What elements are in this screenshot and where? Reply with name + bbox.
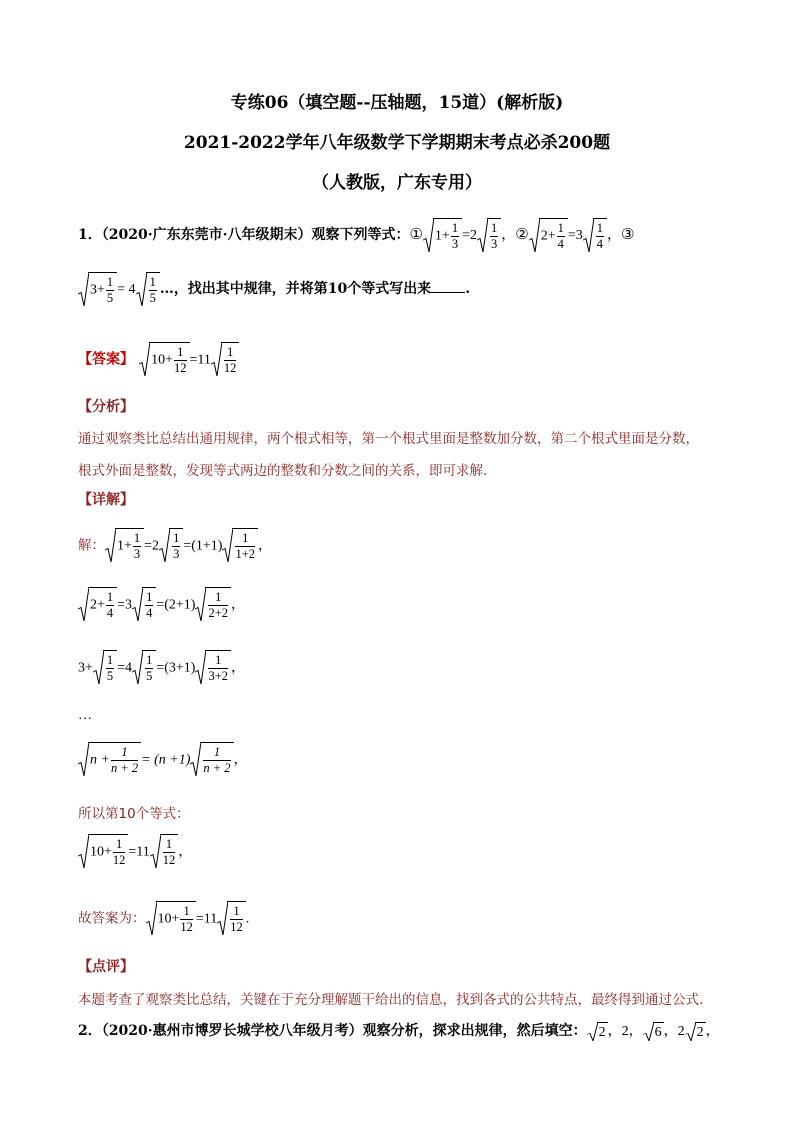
detail-row-5 xyxy=(78,834,192,868)
q1-number: 1． xyxy=(78,227,102,243)
r1-eq: =2 xyxy=(144,538,160,554)
title-line-1: 专练06（填空题--压轴题，15道）(解析版) xyxy=(230,93,564,113)
q2-v1: 2 xyxy=(597,1022,608,1041)
r2-d: 4 xyxy=(106,606,114,620)
q1-eq2-rden: 4 xyxy=(596,237,603,251)
r1-end: ， xyxy=(258,538,272,554)
comment-tag: 【点评】 xyxy=(78,959,134,975)
q1-eq2-num: 1 xyxy=(557,221,564,235)
r1-rn: 1 xyxy=(173,531,180,545)
r3-rn: 1 xyxy=(146,653,153,667)
r6-sqrt-b xyxy=(217,901,246,935)
r1-n: 1 xyxy=(133,531,141,545)
detail-row-6 xyxy=(78,901,249,935)
r2-rd: 4 xyxy=(146,606,153,620)
q2-sqrt-1 xyxy=(587,1022,608,1041)
r6-rd: 12 xyxy=(230,920,243,934)
q1-eq2-rhs-sqrt xyxy=(583,218,607,252)
r1-d: 3 xyxy=(133,547,141,561)
r2-fd: 2+2 xyxy=(208,606,228,620)
detail-so: 所以第10个等式： xyxy=(78,806,190,822)
q1-eq3-eq: = 4 xyxy=(117,282,136,297)
r2-end: ， xyxy=(231,597,245,613)
r3-mid: =(3+1) xyxy=(156,660,196,676)
q1-eq1-rnum: 1 xyxy=(490,221,498,235)
q2-source: （2020·惠州市博罗长城学校八年级月考） xyxy=(101,1023,363,1039)
r1-rd: 3 xyxy=(173,547,180,561)
answer-num: 1 xyxy=(174,345,187,361)
r5-end: ， xyxy=(178,844,193,860)
r4-mid: = (n +1) xyxy=(141,752,191,768)
circle-1-icon: ① xyxy=(409,225,423,243)
r6-d: 12 xyxy=(180,920,193,934)
r5-n: 1 xyxy=(113,837,126,853)
q1-eq3-int: 3+ xyxy=(90,282,105,298)
r6-rn: 1 xyxy=(230,904,243,920)
r1-a: 1+ xyxy=(117,538,132,554)
r3-end: ， xyxy=(231,660,245,676)
q1-eq3-lhs-sqrt xyxy=(78,272,117,306)
q1-eq3-rden: 5 xyxy=(149,291,156,305)
q2-sep-1: ， xyxy=(607,1023,622,1039)
q2-v2: 2 xyxy=(621,1024,629,1039)
q1-eq1-rhs-sqrt xyxy=(477,218,501,252)
detail-jie: 解： xyxy=(78,537,105,554)
r3-n: 1 xyxy=(106,653,114,667)
r5-d: 12 xyxy=(112,853,126,867)
r4-a: n + xyxy=(90,752,110,768)
comment-text: 本题考查了观察类比总结，关键在于充分理解题干给出的信息，找到各式的公共特点，最终得到通过公式. xyxy=(78,992,704,1008)
r3-eq: =4 xyxy=(117,660,133,676)
q1-tail: …，找出其中规律，并将第10个等式写出来 xyxy=(159,281,432,297)
answer-rden: 12 xyxy=(223,361,237,375)
r4-n: 1 xyxy=(111,745,138,761)
r2-sqrt-a xyxy=(78,587,117,621)
answer-rnum: 1 xyxy=(224,345,237,361)
r1-mid: =(1+1) xyxy=(183,538,223,554)
r4-end: ， xyxy=(233,752,248,768)
r6-sqrt-a xyxy=(146,901,196,935)
q1-eq1-rden: 3 xyxy=(490,237,498,251)
answer-eq: =11 xyxy=(189,352,211,368)
detail-tag: 【详解】 xyxy=(78,492,134,508)
r2-sqrt-c xyxy=(195,587,231,621)
q1-tail-end: . xyxy=(465,281,471,297)
r6-end: . xyxy=(245,911,250,927)
q1-eq2-eq: =3 xyxy=(567,228,583,243)
r4-fd: n + 2 xyxy=(203,761,231,775)
question-1 xyxy=(78,218,634,252)
r3-sqrt-b xyxy=(132,650,156,684)
r2-a: 2+ xyxy=(90,597,105,613)
answer-den: 12 xyxy=(174,361,187,375)
q1-eq3-rnum: 1 xyxy=(149,275,156,289)
r6-n: 1 xyxy=(180,904,193,920)
r3-fd: 3+2 xyxy=(208,669,228,683)
r5-eq: =11 xyxy=(128,844,150,860)
q1-eq1-eq: =2 xyxy=(462,228,477,243)
detail-dots: … xyxy=(78,708,92,723)
r2-fn: 1 xyxy=(208,590,228,606)
r3-sqrt-a xyxy=(93,650,117,684)
answer-rhs-sqrt xyxy=(211,342,240,376)
answer-section xyxy=(78,342,239,376)
q1-eq1-den: 3 xyxy=(451,237,459,251)
r2-rn: 1 xyxy=(146,590,153,604)
q2-number: 2． xyxy=(78,1023,102,1039)
q2-sqrt-4 xyxy=(685,1022,706,1041)
r3-sqrt-c xyxy=(195,650,231,684)
answer-blank xyxy=(431,280,465,293)
q1-lead: 观察下列等式： xyxy=(311,227,410,243)
r2-sqrt-b xyxy=(132,587,156,621)
q2-v3: 6 xyxy=(653,1022,664,1041)
r1-fd: 1+2 xyxy=(235,547,255,561)
q1-source: （2020·广东东莞市·八年级期末） xyxy=(101,227,312,243)
r6-a: 10+ xyxy=(157,911,180,927)
r2-mid: =(2+1) xyxy=(156,597,196,613)
r4-fn: 1 xyxy=(203,745,230,761)
r5-a: 10+ xyxy=(90,844,112,860)
detail-row-1 xyxy=(78,528,272,562)
detail-row-4 xyxy=(78,742,248,776)
detail-row-2 xyxy=(78,587,245,621)
q2-end: ， xyxy=(705,1023,720,1039)
r5-sqrt-b xyxy=(150,834,179,868)
answer-lhs-sqrt xyxy=(139,342,189,376)
q2-sep-3: ， xyxy=(663,1023,678,1039)
answer-tag: 【答案】 xyxy=(78,351,134,368)
q2-sep-2: ， xyxy=(628,1023,643,1039)
r4-sqrt-a xyxy=(78,742,141,776)
q1-eq2-int: 2+ xyxy=(540,228,556,244)
question-1-line-2 xyxy=(78,272,470,306)
r3-d: 5 xyxy=(106,669,114,683)
q1-eq1-lhs-sqrt xyxy=(423,218,462,252)
circle-2-icon: ② xyxy=(515,225,529,243)
q1-eq2-rnum: 1 xyxy=(596,221,603,235)
r3-rd: 5 xyxy=(146,669,153,683)
r4-sqrt-c xyxy=(190,742,233,776)
r5-rd: 12 xyxy=(162,853,176,867)
q1-eq2-den: 4 xyxy=(557,237,564,251)
r1-sqrt-a xyxy=(105,528,144,562)
r5-sqrt-a xyxy=(78,834,128,868)
q1-eq2-lhs-sqrt xyxy=(529,218,568,252)
analysis-line-1: 通过观察类比总结出通用规律，两个根式相等，第一个根式里面是整数加分数，第二个根式里面是分数， xyxy=(78,431,699,447)
circle-3-icon: ③ xyxy=(621,225,635,243)
answer-int: 10+ xyxy=(151,352,173,368)
r6-eq: =11 xyxy=(195,911,218,927)
r1-sqrt-b xyxy=(159,528,183,562)
r2-n: 1 xyxy=(106,590,114,604)
q1-eq3-rhs-sqrt xyxy=(136,272,160,306)
question-2 xyxy=(78,1020,720,1041)
q1-eq1-int: 1+ xyxy=(434,228,450,244)
q1-eq3-den: 5 xyxy=(106,291,114,305)
title-line-3: （人教版，广东专用） xyxy=(312,173,482,193)
q2-v4: 2 xyxy=(695,1022,706,1041)
q1-eq1-num: 1 xyxy=(451,221,459,235)
q2-lead: 观察分析，探求出规律，然后填空： xyxy=(362,1023,587,1039)
analysis-line-2: 根式外面是整数，发现等式两边的整数和分数之间的关系，即可求解. xyxy=(78,463,488,479)
detail-final-lead: 故答案为： xyxy=(78,910,146,927)
r5-rn: 1 xyxy=(163,837,176,853)
q2-v4pre: 2 xyxy=(677,1024,685,1039)
r1-fn: 1 xyxy=(235,531,255,547)
analysis-tag: 【分析】 xyxy=(78,399,134,415)
r1-sqrt-c xyxy=(222,528,258,562)
q2-sqrt-3 xyxy=(643,1022,664,1041)
q1-eq3-num: 1 xyxy=(106,275,114,289)
detail-row-3 xyxy=(78,650,245,684)
r3-a: 3+ xyxy=(78,660,93,676)
r4-d: n + 2 xyxy=(110,761,139,775)
r3-fn: 1 xyxy=(208,653,228,669)
q1-sep-1: ， xyxy=(501,227,516,243)
r2-eq: =3 xyxy=(117,597,133,613)
q1-sep-2: ， xyxy=(607,227,621,243)
title-line-2: 2021-2022学年八年级数学下学期期末考点必杀200题 xyxy=(183,133,611,153)
